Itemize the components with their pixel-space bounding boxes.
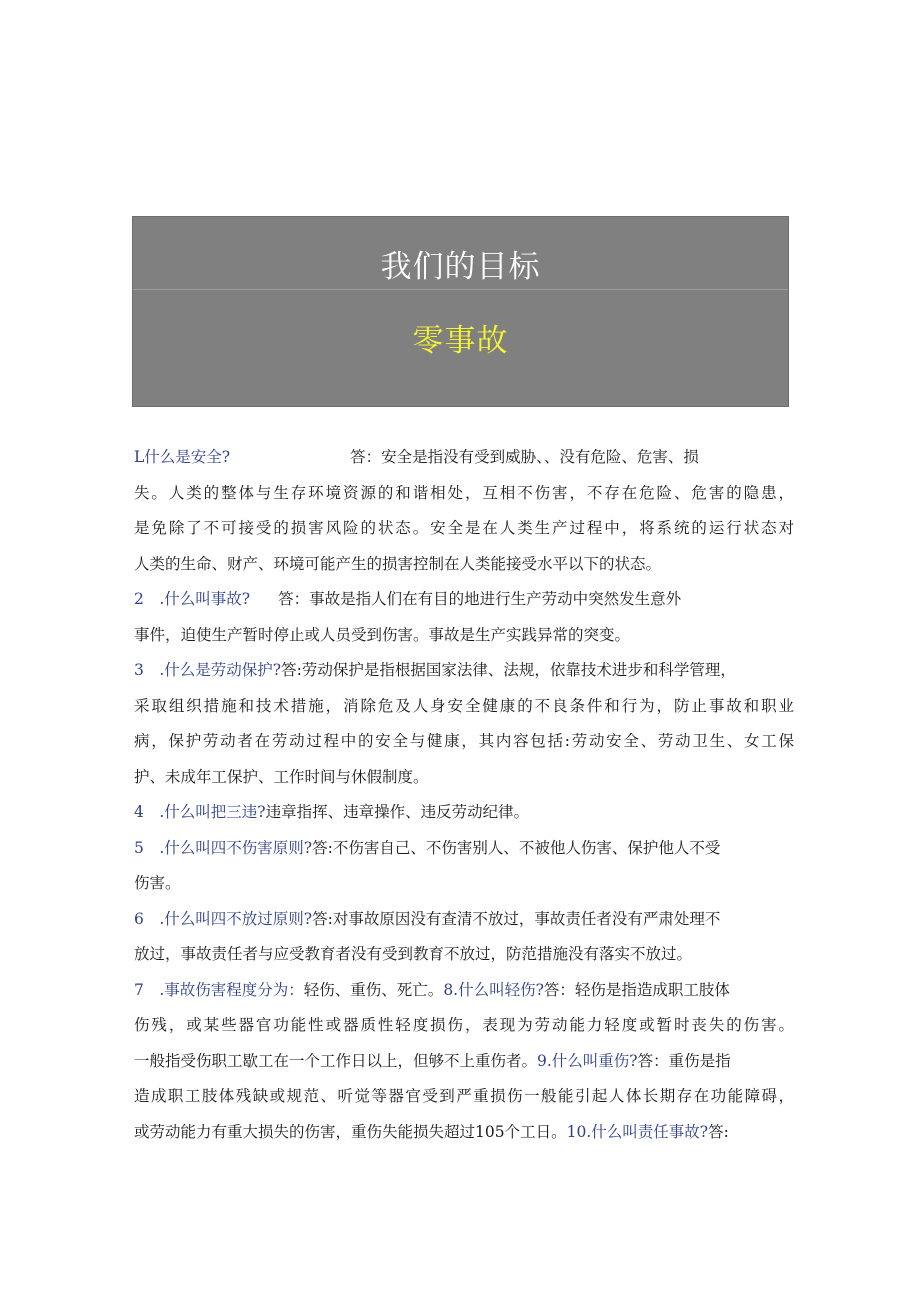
answer-1-line-4: 人类的生命、财产、环境可能产生的损害控制在人类能接受水平以下的状态。: [134, 554, 662, 573]
answer-3-line-2: 采取组织措施和技术措施，消除危及人身安全健康的不良条件和行为，防止事故和职业: [134, 696, 794, 715]
qa-line: [134, 653, 794, 689]
qa-line: [134, 973, 794, 1009]
answer-3-line-1: 答:劳动保护是指根据国家法律、法规，依靠技术进步和科学管理，: [281, 661, 736, 679]
answer-9-line-2: 造成职工肢体残缺或规范、听觉等器官受到严重损伤一般能引起人体长期存在功能障碍，: [134, 1087, 794, 1105]
question-7: 7 .事故伤害程度分为：: [134, 980, 304, 999]
answer-8-line-2: 伤残，或某些器官功能性或器质性轻度损伤，表现为劳动能力轻度或暂时丧失的伤害。: [134, 1016, 794, 1034]
answer-2-line-2: 事件，迫使生产暂时停止或人员受到伤害。事故是生产实践异常的突变。: [134, 625, 631, 644]
banner-divider: [133, 289, 788, 290]
answer-1-line-2: 失。人类的整体与生存环境资源的和谐相处，互相不伤害，不存在危险、危害的隐患，: [134, 483, 794, 502]
answer-1-line-1: 答：安全是指没有受到威胁、、没有危险、危害、损: [350, 448, 699, 466]
question-4: 4 .什么叫把三违?: [134, 803, 266, 821]
qa-line: [134, 440, 794, 476]
qa-line: [134, 1115, 794, 1151]
question-5: 5 .什么叫四不伤害原则?: [134, 838, 313, 857]
qa-line: [134, 795, 794, 831]
answer-3-line-3: 病，保护劳动者在劳动过程中的安全与健康，其内容包括:劳动安全、劳动卫生、女工保: [134, 732, 794, 750]
answer-1-line-3: 是免除了不可接受的损害风险的状态。安全是在人类生产过程中，将系统的运行状态对: [134, 519, 794, 537]
qa-line: [134, 831, 794, 867]
answer-9-line-1: 答：重伤是指: [637, 1051, 731, 1070]
answer-3-line-4: 护、未成年工保护、工作时间与休假制度。: [134, 767, 429, 786]
qa-line: [134, 902, 794, 938]
qa-line: [134, 1044, 794, 1080]
answer-4-line-1: 违章指挥、违章操作、违反劳动纪律。: [265, 803, 530, 821]
qa-content: [134, 440, 794, 1150]
answer-8-line-1: 答：轻伤是指造成职工肢体: [543, 980, 730, 999]
banner-title: 我们的目标: [380, 249, 541, 285]
question-10: 10.什么叫责任事故?: [566, 1122, 709, 1141]
question-3: 3 .什么是劳动保护?: [134, 661, 282, 679]
answer-2-line-1: 答：事故是指人们在有目的地进行生产劳动中突然发生意外: [278, 590, 682, 608]
question-2: 2 .什么叫事故?: [134, 590, 251, 608]
answer-9-line-3: 或劳动能力有重大损失的伤害，重伤失能损失超过105个工日。: [134, 1122, 567, 1141]
answer-5-line-1: 答:不伤害自己、不伤害别人、不被他人伤害、保护他人不受: [312, 838, 721, 857]
answer-5-line-2: 伤害。: [134, 874, 181, 892]
answer-8-line-3: 一般指受伤职工歇工在一个工作日以上，但够不上重伤者。: [134, 1051, 538, 1070]
answer-6-line-2: 放过，事故责任者与应受教育者没有受到教育不放过，防范措施没有落实不放过。: [134, 945, 693, 963]
qa-line: [134, 582, 794, 618]
question-8: 8.什么叫轻伤?: [443, 980, 544, 999]
answer-7-line-1: 轻伤、重伤、死亡。: [303, 980, 444, 999]
answer-10-line-1: 答:: [708, 1122, 729, 1141]
question-9: 9.什么叫重伤?: [537, 1051, 638, 1070]
answer-6-line-1: 答:对事故原因没有查清不放过，事故责任者没有严肃处理不: [312, 909, 721, 928]
question-1: L什么是安全?: [134, 448, 231, 466]
question-6: 6 .什么叫四不放过原则?: [134, 909, 313, 928]
goal-banner: [132, 216, 789, 407]
banner-subtitle: 零事故: [412, 323, 509, 359]
